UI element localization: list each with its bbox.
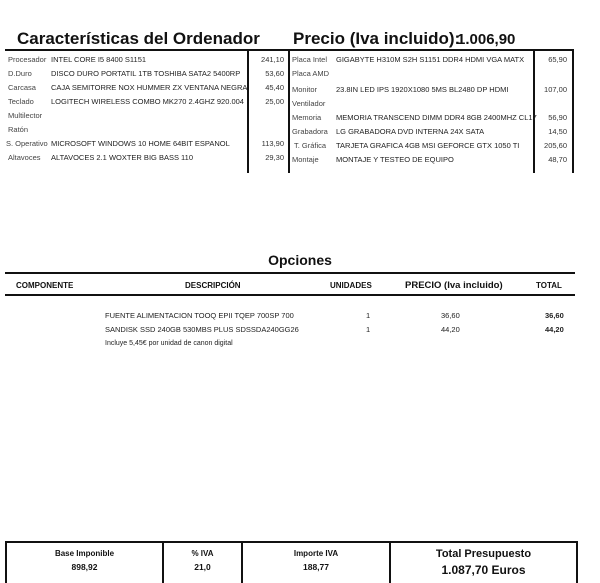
component-price: 205,60 bbox=[544, 141, 567, 150]
component-label: Ventilador bbox=[292, 99, 326, 108]
component-description: CAJA SEMITORRE NOX HUMMER ZX VENTANA NEGRA bbox=[51, 83, 248, 92]
divider bbox=[5, 49, 288, 51]
base-imponible-label: Base Imponible bbox=[54, 549, 115, 558]
component-row bbox=[292, 112, 572, 124]
importe-iva-cell bbox=[243, 543, 389, 583]
option-description: SANDISK SSD 240GB 530MBS PLUS SDSSDA240GG26 bbox=[105, 325, 299, 334]
component-price: 241,10 bbox=[261, 55, 284, 64]
iva-pct-cell bbox=[164, 543, 241, 583]
component-row bbox=[8, 124, 288, 136]
component-row bbox=[292, 154, 572, 166]
component-row bbox=[8, 110, 288, 122]
component-label: Altavoces bbox=[8, 153, 41, 162]
component-label: Ratón bbox=[8, 125, 29, 134]
option-price: 44,20 bbox=[441, 325, 460, 334]
column-divider bbox=[288, 49, 290, 173]
option-units: 1 bbox=[366, 325, 371, 334]
component-description: GIGABYTE H310M S2H S1151 DDR4 HDMI VGA MATX bbox=[336, 55, 525, 64]
component-price: 25,00 bbox=[265, 97, 284, 106]
column-header-precio: PRECIO (Iva incluido) bbox=[405, 280, 503, 291]
option-total: 44,20 bbox=[545, 325, 564, 334]
canon-note: Incluye 5,45€ por unidad de canon digital bbox=[105, 340, 233, 347]
component-row bbox=[294, 140, 574, 152]
total-presupuesto-label: Total Presupuesto bbox=[435, 548, 532, 560]
divider bbox=[5, 294, 575, 296]
component-label: Teclado bbox=[8, 97, 34, 106]
component-row bbox=[8, 54, 288, 66]
divider bbox=[5, 272, 575, 274]
component-price: 113,90 bbox=[261, 139, 284, 148]
iva-pct-value: 21,0 bbox=[194, 562, 211, 572]
component-row bbox=[8, 96, 288, 108]
component-label: Multilector bbox=[8, 111, 43, 120]
component-row bbox=[292, 68, 572, 80]
column-header-total: TOTAL bbox=[536, 281, 562, 290]
component-price: 45,40 bbox=[265, 83, 284, 92]
total-presupuesto-cell bbox=[391, 543, 576, 583]
component-price: 29,30 bbox=[265, 153, 284, 162]
base-imponible-cell bbox=[7, 543, 162, 583]
component-row bbox=[292, 54, 572, 66]
component-label: S. Operativo bbox=[6, 139, 48, 148]
component-row bbox=[8, 82, 288, 94]
component-price: 56,90 bbox=[548, 113, 567, 122]
component-label: D.Duro bbox=[8, 69, 32, 78]
component-label: Monitor bbox=[292, 85, 318, 94]
component-description: MONTAJE Y TESTEO DE EQUIPO bbox=[336, 155, 454, 164]
component-description: ALTAVOCES 2.1 WOXTER BIG BASS 110 bbox=[51, 153, 193, 162]
component-price: 53,60 bbox=[265, 69, 284, 78]
price-value: 1.006,90 bbox=[457, 31, 516, 48]
column-header-unidades: UNIDADES bbox=[330, 281, 372, 290]
component-label: Montaje bbox=[292, 155, 319, 164]
summary-box bbox=[5, 541, 578, 583]
component-description: INTEL CORE I5 8400 S1151 bbox=[51, 55, 147, 64]
component-row bbox=[292, 126, 572, 138]
component-row bbox=[8, 68, 288, 80]
component-label: Carcasa bbox=[8, 83, 36, 92]
component-price: 14,50 bbox=[548, 127, 567, 136]
price-label: Precio (Iva incluido): bbox=[293, 29, 461, 48]
option-units: 1 bbox=[366, 311, 371, 320]
importe-iva-label: Importe IVA bbox=[293, 549, 339, 558]
option-price: 36,60 bbox=[441, 311, 460, 320]
option-description: FUENTE ALIMENTACION TOOQ EPII TQEP 700SP 700 bbox=[105, 311, 294, 320]
component-description: LOGITECH WIRELESS COMBO MK270 2.4GHZ 920.004 bbox=[51, 97, 244, 106]
component-description: LG GRABADORA DVD INTERNA 24X SATA bbox=[336, 127, 485, 136]
component-row bbox=[6, 138, 286, 150]
component-row bbox=[8, 152, 288, 164]
option-total: 36,60 bbox=[545, 311, 564, 320]
component-label: Procesador bbox=[8, 55, 47, 64]
component-label: Grabadora bbox=[292, 127, 328, 136]
component-label: T. Gráfica bbox=[294, 141, 327, 150]
component-description: 23.8IN LED IPS 1920X1080 5MS BL2480 DP HDMI bbox=[336, 85, 509, 94]
component-row bbox=[292, 84, 572, 96]
component-price: 48,70 bbox=[548, 155, 567, 164]
component-label: Placa Intel bbox=[292, 55, 328, 64]
column-header-descripcion: DESCRIPCIÓN bbox=[185, 281, 241, 290]
options-title: Opciones bbox=[268, 252, 332, 268]
base-imponible-value: 898,92 bbox=[71, 562, 98, 572]
component-label: Memoria bbox=[292, 113, 322, 122]
component-price: 107,00 bbox=[544, 85, 567, 94]
column-header-componente: COMPONENTE bbox=[16, 281, 74, 290]
divider bbox=[288, 49, 574, 51]
iva-pct-label: % IVA bbox=[191, 549, 214, 558]
section-title: Características del Ordenador bbox=[17, 29, 260, 48]
component-row bbox=[292, 98, 572, 110]
component-description: TARJETA GRAFICA 4GB MSI GEFORCE GTX 1050 TI bbox=[336, 141, 520, 150]
component-description: DISCO DURO PORTATIL 1TB TOSHIBA SATA2 5400RP bbox=[51, 69, 241, 78]
total-presupuesto-value: 1.087,70 Euros bbox=[441, 563, 526, 577]
component-price: 65,90 bbox=[548, 55, 567, 64]
component-description: MEMORIA TRANSCEND DIMM DDR4 8GB 2400MHZ CL17 bbox=[336, 113, 537, 122]
component-description: MICROSOFT WINDOWS 10 HOME 64BIT ESPANOL bbox=[51, 139, 230, 148]
importe-iva-value: 188,77 bbox=[303, 562, 329, 572]
column-divider bbox=[572, 49, 574, 173]
component-label: Placa AMD bbox=[292, 69, 330, 78]
